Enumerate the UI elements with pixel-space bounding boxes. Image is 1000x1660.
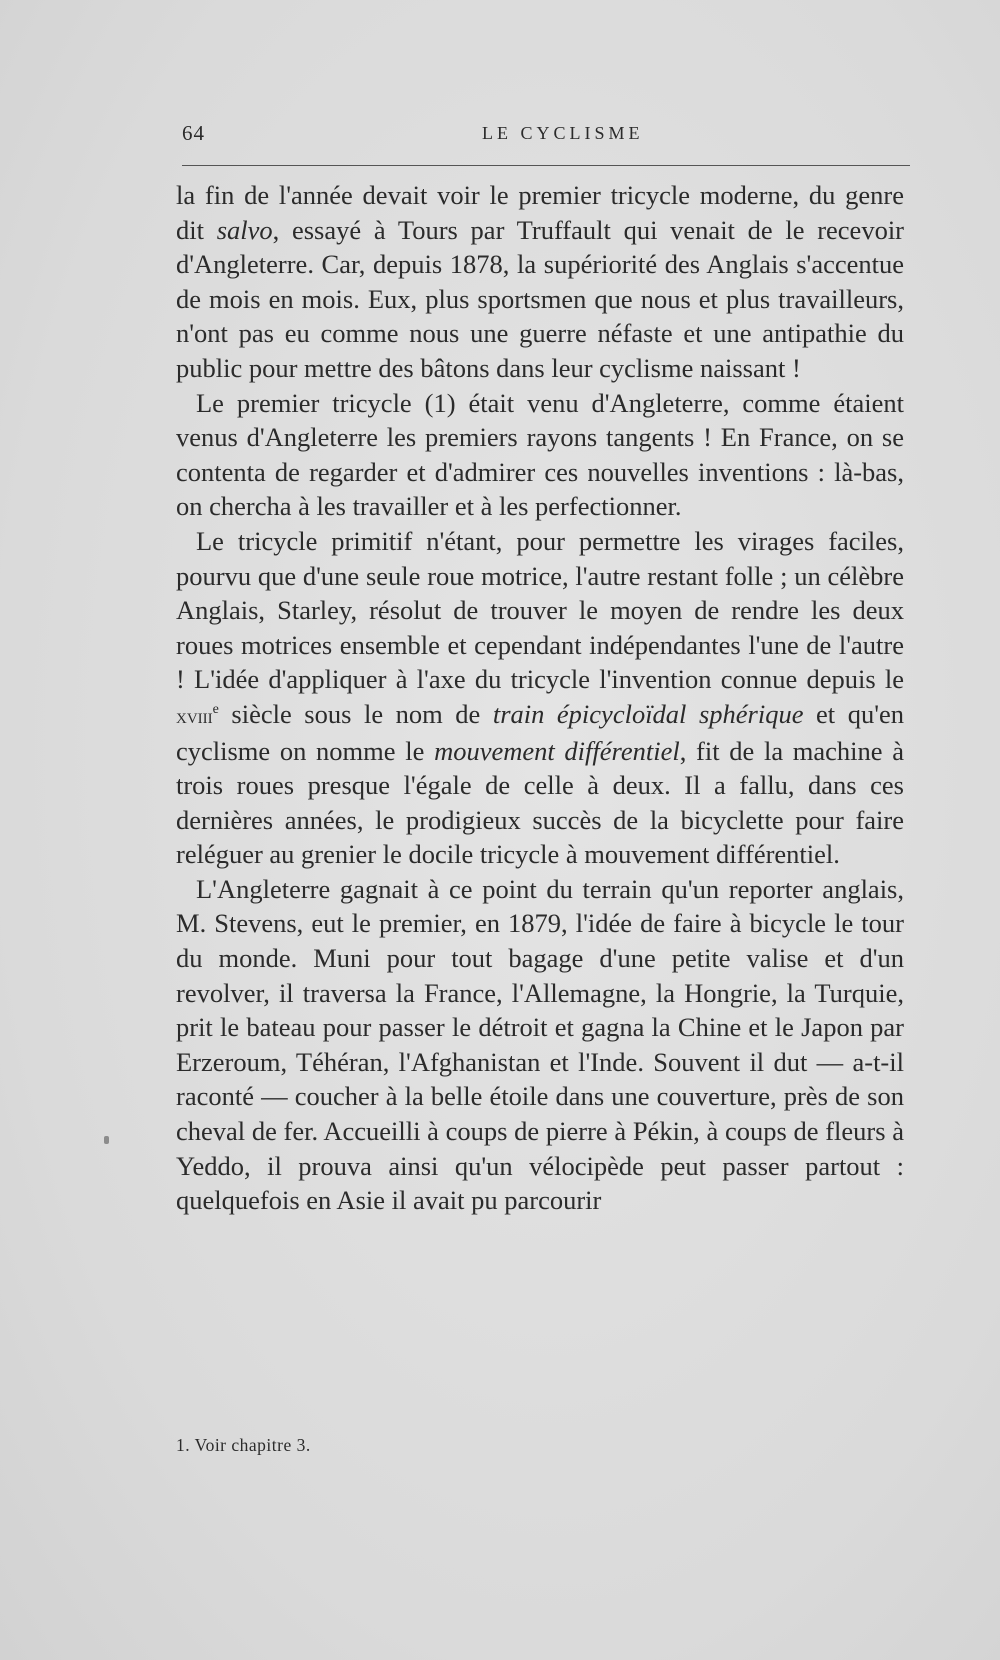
italic-term-train: train épicycloïdal sphérique xyxy=(492,698,804,729)
paragraph-1 xyxy=(176,178,904,386)
paragraph-3 xyxy=(176,524,904,872)
body-text xyxy=(176,178,904,1218)
italic-term-salvo: salvo xyxy=(216,214,273,245)
running-title: LE CYCLISME xyxy=(482,123,644,143)
paragraph-1-text-a: la fin de l'année devait voir le premier tricycle moderne, du genre dit xyxy=(176,180,904,245)
paragraph-3-text-d: , fit de la machine à trois roues presque l'égale de celle à deux. Il a fallu, dans ces dernières années, le prodigieux succès de la bicyclette pour faire reléguer au grenier le docile tricycle à mouvement différentiel. xyxy=(176,735,904,870)
century-numeral: xviii xyxy=(176,702,213,728)
paragraph-1-text-b: , essayé à Tours par Truffault qui venait de le recevoir d'Angleterre. Car, depuis 1878, la supériorité des Anglais s'accentue de mois en mois. Eux, plus sportsmen que nous et plus travailleurs, n'ont pas eu comme nous une guerre néfaste et une antipathie du public pour mettre des bâtons dans leur cyclisme naissant ! xyxy=(176,214,904,383)
paragraph-2 xyxy=(176,386,904,524)
ink-speck xyxy=(104,1136,109,1144)
running-head xyxy=(182,121,912,151)
footnote: 1. Voir chapitre 3. xyxy=(176,1435,311,1455)
page-number: 64 xyxy=(182,121,205,145)
paragraph-3-text-a: Le tricycle primitif n'étant, pour permettre les virages faciles, pourvu que d'une seule roue motrice, l'autre restant folle ; un célèbre Anglais, Starley, résolut de trouver le moyen de rendre les deux roues motrices ensemble et cependant indépendantes l'une de l'autre ! L'idée d'appliquer à l'axe du tricycle l'invention connue depuis le xyxy=(176,525,904,695)
paragraph-4-text: L'Angleterre gagnait à ce point du terrain qu'un reporter anglais, M. Stevens, eut le premier, en 1879, l'idée de faire à bicycle le tour du monde. Muni pour tout bagage d'une petite valise et d'un revolver, il traversa la France, l'Allemagne, la Hongrie, la Turquie, prit le bateau pour passer le détroit et gagna la Chine et le Japon par Erzeroum, Téhéran, l'Afghanistan et l'Inde. Souvent il dut — a-t-il raconté — coucher à la belle étoile dans une couverture, près de son cheval de fer. Accueilli à coups de pierre à Pékin, à coups de fleurs à Yeddo, il prouva ainsi qu'un vélocipède peut passer partout : quelquefois en Asie il avait pu parcourir xyxy=(176,873,904,1216)
paragraph-4 xyxy=(176,872,904,1218)
paragraph-3-text-c: et qu'en cyclisme on nomme le xyxy=(176,698,904,766)
paragraph-2-text: Le premier tricycle (1) était venu d'Angleterre, comme étaient venus d'Angleterre les premiers rayons tangents ! En France, on se contenta de regarder et d'admirer ces nouvelles inventions : là-bas, on chercha à les travailler et à les perfectionner. xyxy=(176,387,904,522)
paragraph-3-text-b: siècle sous le nom de xyxy=(231,698,481,729)
header-rule xyxy=(182,165,910,166)
century-superscript: e xyxy=(212,702,219,718)
italic-term-mouvement: mouvement différentiel xyxy=(434,735,680,766)
